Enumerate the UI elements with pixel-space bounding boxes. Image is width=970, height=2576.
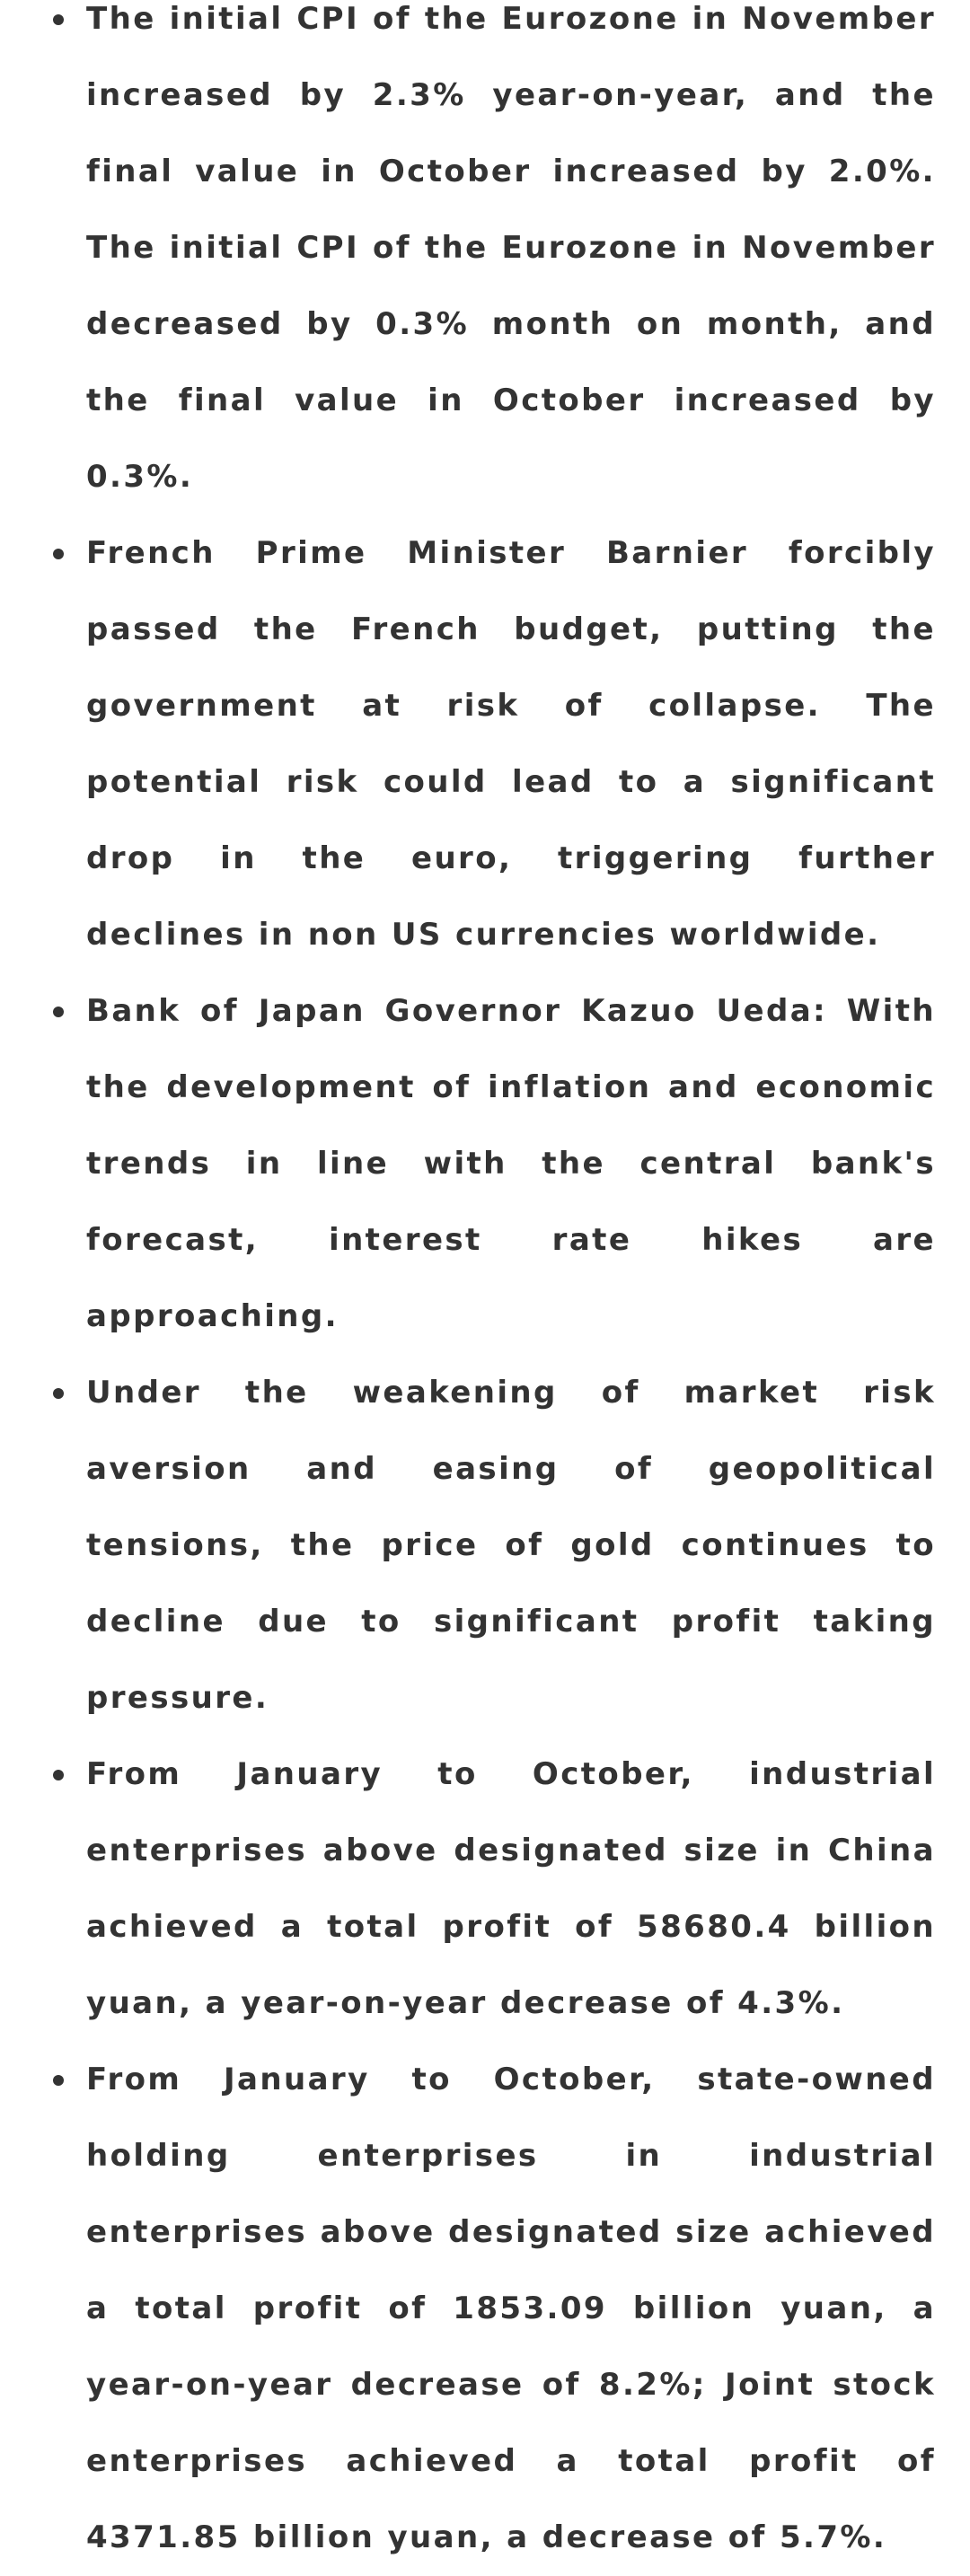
bullet-icon — [53, 1388, 64, 1399]
news-item-text: From January to October, industrial enterprises above designated size in China achieved a total profit of 58680.4 billion yuan, a year-on-year decrease of 4.3%. — [86, 1756, 936, 2021]
bullet-icon — [53, 14, 64, 25]
bullet-icon — [53, 1770, 64, 1780]
list-item — [86, 2042, 936, 2576]
list-item — [86, 1355, 936, 1736]
list-item — [86, 1736, 936, 2042]
list-item — [86, 515, 936, 973]
news-item-text: From January to October, state-owned holding enterprises in industrial enterprises above designated size achieved a total profit of 1853.09 billion yuan, a year-on-year decrease of 8.2%; Joint stock enterprises achieved a total profit of 4371.85 billion yuan, a decrease of 5.7%. — [86, 2062, 936, 2555]
news-item-text: French Prime Minister Barnier forcibly passed the French budget, putting the government at risk of collapse. The potential risk could lead to a significant drop in the euro, triggering further declines in non US currencies worldwide. — [86, 535, 936, 953]
news-item-text: Bank of Japan Governor Kazuo Ueda: With the development of inflation and economic trends in line with the central bank's forecast, interest rate hikes are approaching. — [86, 993, 936, 1334]
list-item — [86, 0, 936, 515]
bullet-icon — [53, 549, 64, 559]
list-item — [86, 973, 936, 1355]
news-item-text: The initial CPI of the Eurozone in November increased by 2.3% year-on-year, and the final value in October increased by 2.0%. The initial CPI of the Eurozone in November decreased by 0.3% month on month, and the final value in October increased by 0.3%. — [86, 1, 936, 495]
bullet-icon — [53, 1007, 64, 1017]
bullet-icon — [53, 2075, 64, 2086]
news-item-text: Under the weakening of market risk aversion and easing of geopolitical tensions, the price of gold continues to decline due to significant profit taking pressure. — [86, 1375, 936, 1716]
